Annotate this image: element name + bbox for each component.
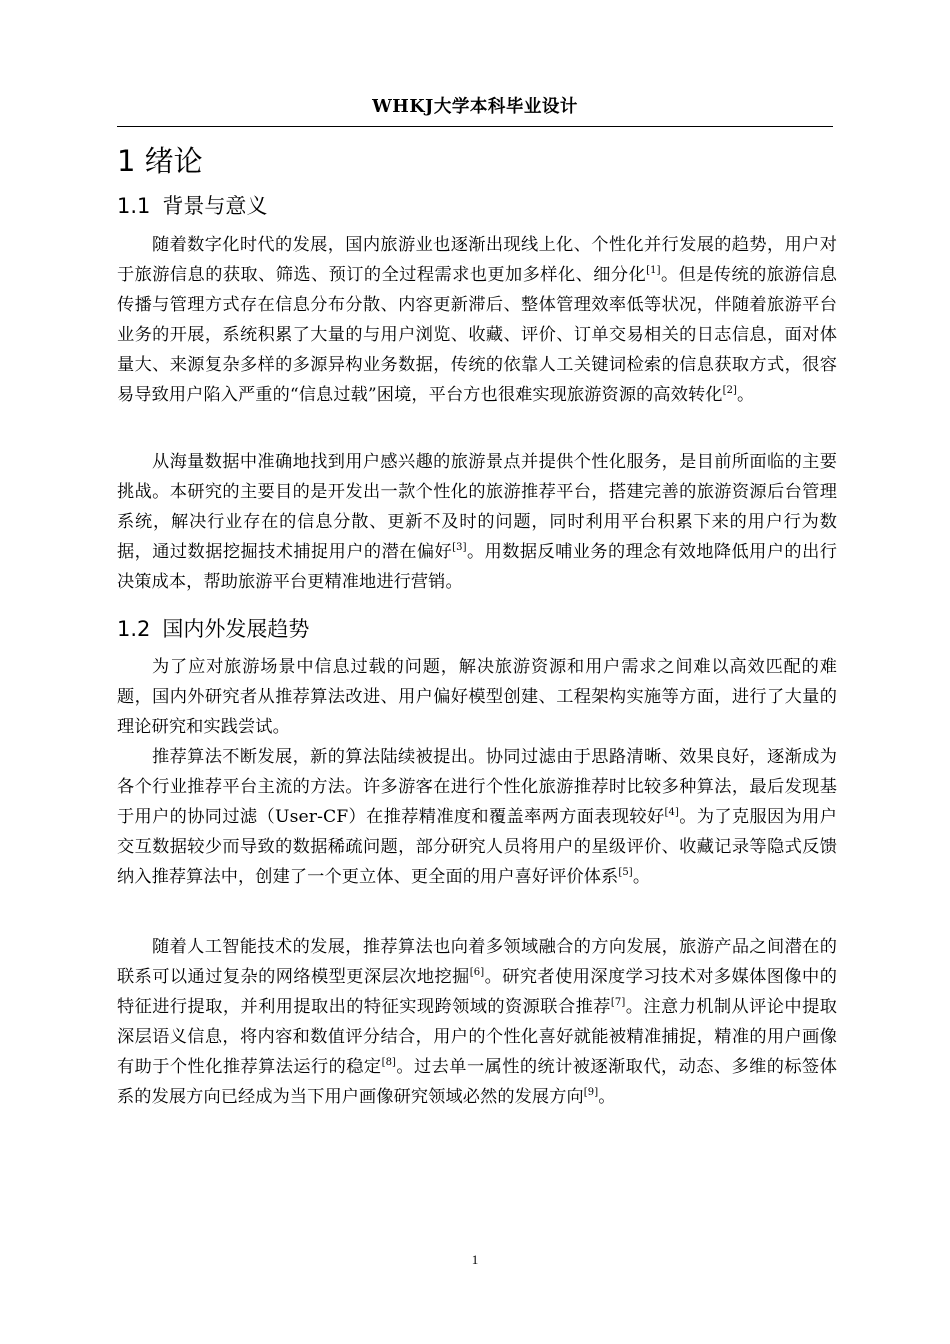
section-number: 1.2 — [117, 617, 151, 641]
paragraph-text: 从海量数据中准确地找到用户感兴趣的旅游景点并提供个性化服务，是目前所面临的主要挑战。本研究的主要目的是开发出一款个性化的旅游推荐平台，搭建完善的旅游资源后台管理系统，解决行业存在的信息分散、更新不及时的问题，同时利用平台积累下来的用户行为数据，通过数据挖掘技术捕捉用户的潜在偏好 — [117, 452, 837, 562]
paragraph — [117, 742, 837, 892]
paragraph — [117, 230, 837, 410]
paragraph-text: 。过去单一属性的统计被逐渐取代，动态、多维的标签体系的发展方向已经成为当下用户画像研究领域必然的发展方向 — [117, 1057, 837, 1107]
paragraph-text: 。 — [632, 867, 651, 887]
paragraph — [117, 447, 837, 597]
paragraph-text: 。 — [598, 1087, 616, 1107]
paragraph-text: 。为了克服因为用户交互数据较少而导致的数据稀疏问题，部分研究人员将用户的星级评价、收藏记录等隐式反馈纳入推荐算法中，创建了一个更立体、更全面的用户喜好评价体系 — [117, 807, 837, 887]
citation-ref: [2] — [722, 385, 738, 396]
citation-ref: [7] — [610, 997, 626, 1008]
section-number: 1.1 — [117, 194, 151, 218]
citation-ref: [4] — [664, 807, 679, 818]
section-title: 背景与意义 — [162, 194, 268, 218]
citation-ref: [5] — [618, 867, 633, 878]
chapter-title: 1 绪论 — [117, 144, 203, 178]
citation-ref: [9] — [583, 1087, 599, 1098]
paragraph-text: 推荐算法不断发展，新的算法陆续被提出。协同过滤由于思路清晰、效果良好，逐渐成为各个行业推荐平台主流的方法。许多游客在进行个性化旅游推荐时比较多种算法，最后发现基于用户的协同过滤（User-CF）在推荐精准度和覆盖率两方面表现较好 — [117, 747, 837, 827]
citation-ref: [3] — [452, 542, 467, 553]
citation-ref: [6] — [469, 967, 485, 978]
page-number: 1 — [471, 1252, 479, 1267]
citation-ref: [8] — [381, 1057, 397, 1068]
paragraph-text: 。 — [737, 385, 755, 405]
paragraph-text: 。注意力机制从评论中提取深层语义信息，将内容和数值评分结合，用户的个性化喜好就能被精准捕捉，精准的用户画像有助于个性化推荐算法运行的稳定 — [117, 997, 837, 1077]
header-divider — [117, 126, 833, 127]
section-title: 国内外发展趋势 — [162, 617, 310, 641]
paragraph-text: 随着人工智能技术的发展，推荐算法也向着多领域融合的方向发展，旅游产品之间潜在的联系可以通过复杂的网络模型更深层次地挖掘 — [117, 937, 837, 987]
section-heading-1-1 — [117, 192, 267, 220]
paragraph-text: 。用数据反哺业务的理念有效地降低用户的出行决策成本，帮助旅游平台更精准地进行营销。 — [117, 542, 837, 592]
paragraph-text: 。但是传统的旅游信息传播与管理方式存在信息分布分散、内容更新滞后、整体管理效率低等状况，伴随着旅游平台业务的开展，系统积累了大量的与用户浏览、收藏、评价、订单交易相关的日志信息，面对体量大、来源复杂多样的多源异构业务数据，传统的依靠人工关键词检索的信息获取方式，很容易导致用户陷入严重的“信息过载”困境，平台方也很难实现旅游资源的高效转化 — [117, 265, 837, 405]
paragraph — [117, 932, 837, 1112]
paragraph-text: 随着数字化时代的发展，国内旅游业也逐渐出现线上化、个性化并行发展的趋势，用户对于旅游信息的获取、筛选、预订的全过程需求也更加多样化、细分化 — [117, 235, 837, 285]
paragraph-text: 。研究者使用深度学习技术对多媒体图像中的特征进行提取，并利用提取出的特征实现跨领域的资源联合推荐 — [117, 967, 837, 1017]
paragraph — [117, 652, 837, 742]
paragraph-text: 为了应对旅游场景中信息过载的问题，解决旅游资源和用户需求之间难以高效匹配的难题，国内外研究者从推荐算法改进、用户偏好模型创建、工程架构实施等方面，进行了大量的理论研究和实践尝试。 — [117, 657, 837, 737]
page-header-title: WHKJ大学本科毕业设计 — [372, 97, 578, 117]
citation-ref: [1] — [646, 265, 661, 276]
section-heading-1-2 — [117, 615, 309, 643]
